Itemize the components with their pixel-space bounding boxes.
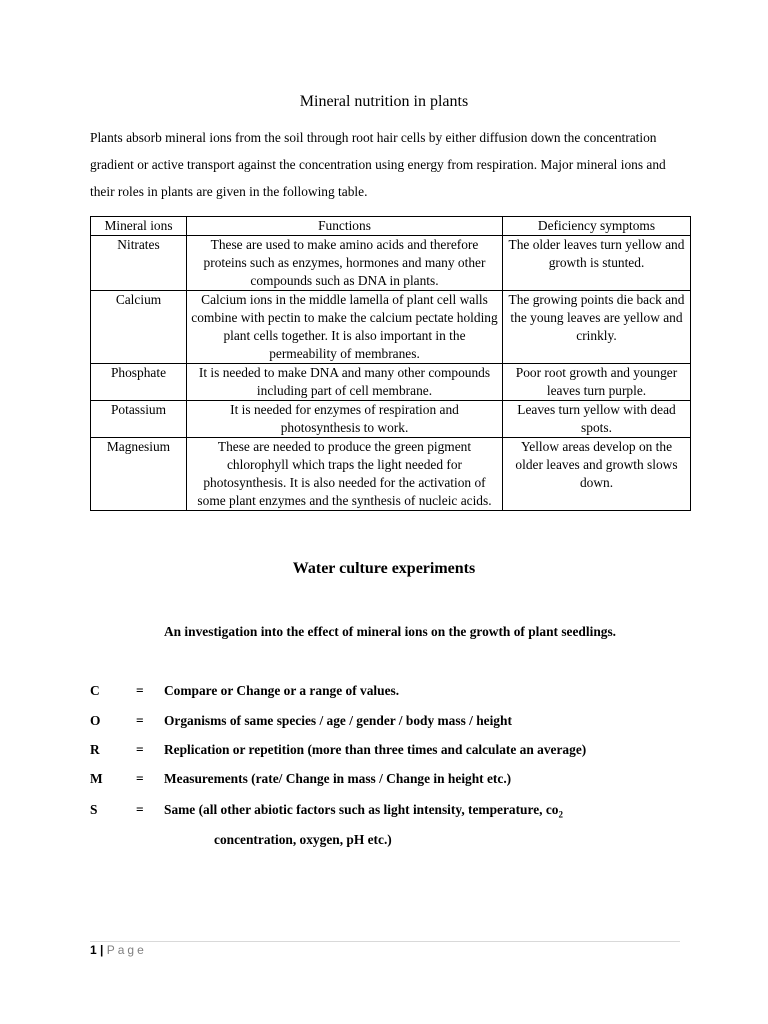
function-cell: Calcium ions in the middle lamella of plant cell walls combine with pectin to make the calcium pectate holding plant cells together. It is also important in the permeability of membranes. [187, 291, 503, 364]
header-mineral-ions: Mineral ions [91, 217, 187, 236]
corms-description: Replication or repetition (more than three times and calculate an average) [164, 742, 587, 757]
corms-description [164, 802, 563, 820]
ion-cell: Magnesium [91, 438, 187, 511]
table-row [91, 401, 691, 438]
ion-cell: Nitrates [91, 236, 187, 291]
corms-letter: R [90, 742, 100, 757]
ion-cell: Phosphate [91, 364, 187, 401]
subscript-2: 2 [558, 809, 563, 820]
footer-separator: | [100, 943, 104, 957]
corms-letter: M [90, 771, 103, 786]
function-cell: It is needed for enzymes of respiration and photosynthesis to work. [187, 401, 503, 438]
deficiency-cell: Poor root growth and younger leaves turn purple. [503, 364, 691, 401]
table-row [91, 236, 691, 291]
page-footer [90, 943, 147, 957]
footer-divider [90, 941, 680, 942]
intro-paragraph: Plants absorb mineral ions from the soil through root hair cells by either diffusion down the concentration gradient or active transport against the concentration using energy from respiration. Major mineral ions and their roles in plants are given in the following table. [90, 130, 666, 199]
ion-cell: Potassium [91, 401, 187, 438]
corms-letter: O [90, 713, 101, 728]
page-number: 1 [90, 943, 97, 957]
header-functions: Functions [187, 217, 503, 236]
corms-description-text: Same (all other abiotic factors such as light intensity, temperature, co [164, 802, 559, 817]
page-word: Page [106, 943, 147, 957]
ion-cell: Calcium [91, 291, 187, 364]
corms-description: Organisms of same species / age / gender / body mass / height [164, 713, 512, 728]
table-row [91, 364, 691, 401]
equals-sign: = [136, 713, 144, 728]
function-cell: It is needed to make DNA and many other compounds including part of cell membrane. [187, 364, 503, 401]
section-title: Water culture experiments [292, 560, 476, 577]
deficiency-cell: Leaves turn yellow with dead spots. [503, 401, 691, 438]
deficiency-cell: Yellow areas develop on the older leaves and growth slows down. [503, 438, 691, 511]
header-deficiency-symptoms: Deficiency symptoms [503, 217, 691, 236]
equals-sign: = [136, 771, 144, 786]
corms-description: Compare or Change or a range of values. [164, 683, 400, 698]
investigation-heading: An investigation into the effect of mineral ions on the growth of plant seedlings. [163, 624, 617, 639]
corms-description: Measurements (rate/ Change in mass / Change in height etc.) [164, 771, 512, 786]
deficiency-cell: The older leaves turn yellow and growth is stunted. [503, 236, 691, 291]
page-title: Mineral nutrition in plants [299, 93, 469, 110]
deficiency-cell: The growing points die back and the young leaves are yellow and crinkly. [503, 291, 691, 364]
table-row [91, 291, 691, 364]
equals-sign: = [136, 802, 144, 817]
mineral-table [90, 216, 691, 511]
table-header-row [91, 217, 691, 236]
table-row [91, 438, 691, 511]
equals-sign: = [136, 742, 144, 757]
equals-sign: = [136, 683, 144, 698]
corms-letter: S [90, 802, 98, 817]
function-cell: These are needed to produce the green pigment chlorophyll which traps the light needed for photosynthesis. It is also needed for the activation of some plant enzymes and the synthesis of nucleic acids. [187, 438, 503, 511]
function-cell: These are used to make amino acids and therefore proteins such as enzymes, hormones and many other compounds such as DNA in plants. [187, 236, 503, 291]
corms-letter: C [90, 683, 100, 698]
corms-continuation: concentration, oxygen, pH etc.) [214, 832, 392, 847]
